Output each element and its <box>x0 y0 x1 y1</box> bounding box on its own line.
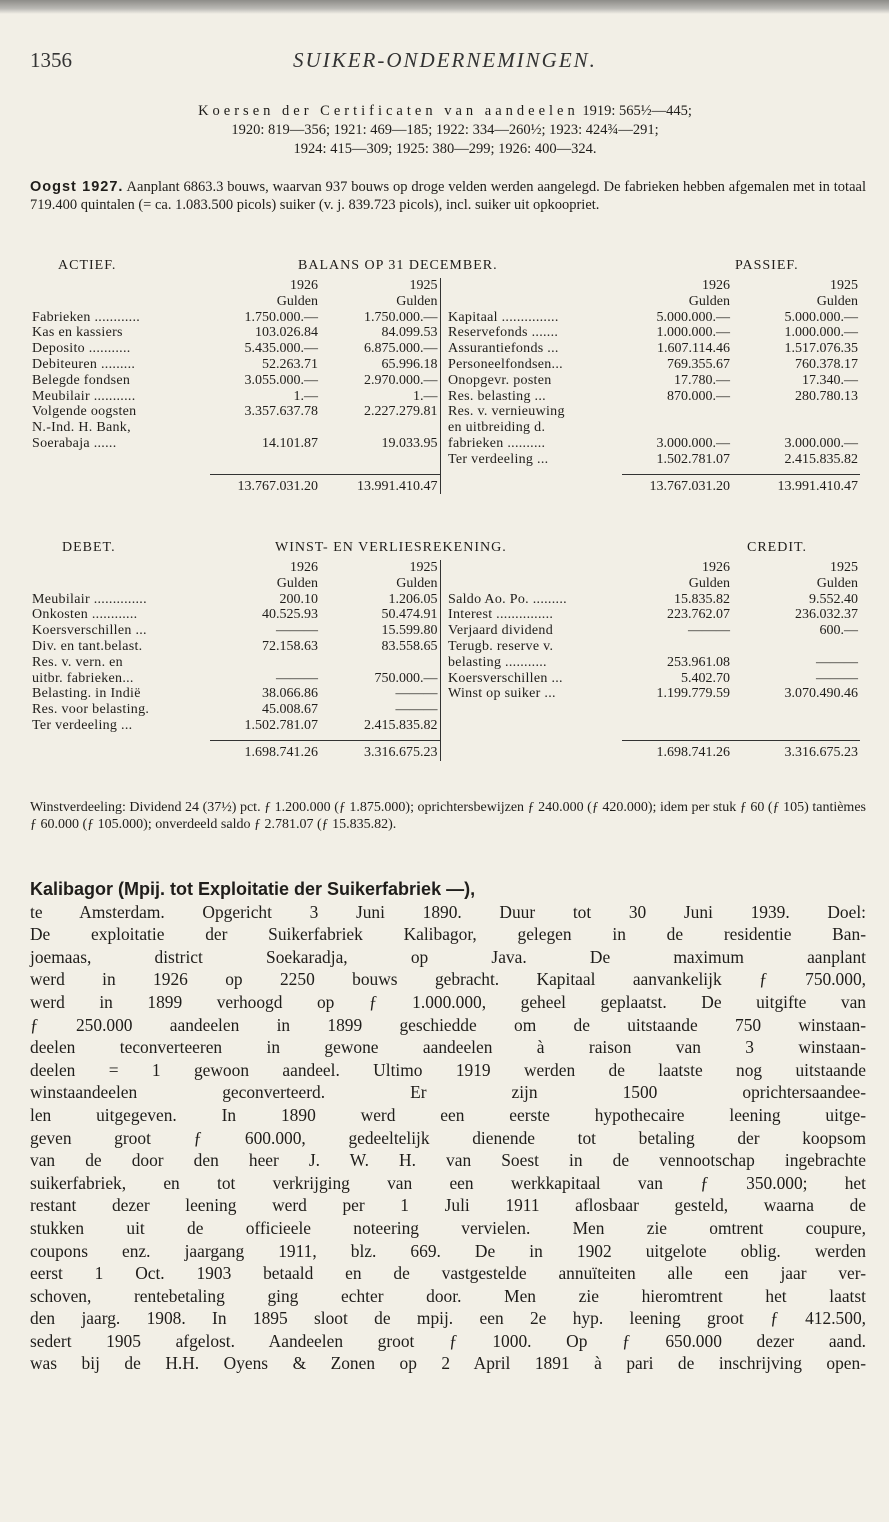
blank-cell <box>30 560 210 576</box>
value-1926-left: 3.055.000.— <box>244 372 318 388</box>
value-1925-left: 2.415.835.82 <box>364 717 438 733</box>
value-1925-left: 750.000.— <box>374 670 438 686</box>
value-1925-left: ——— <box>395 686 438 702</box>
value-1926-left: 1.— <box>293 388 318 404</box>
unit-label: Gulden <box>688 293 730 309</box>
row-label-left: Fabrieken ............ <box>32 309 141 325</box>
unit-header-row <box>30 294 860 310</box>
unit-label: Gulden <box>396 293 438 309</box>
year-label: 1925 <box>830 560 858 575</box>
table-row <box>30 373 860 389</box>
row-label-right: Verjaard dividend <box>448 623 554 639</box>
value-1926-right: 1.502.781.07 <box>656 451 730 467</box>
text-line: coupons enz. jaargang 1911, blz. 669. De in 1902 uitgelote oblig. werden <box>30 1240 866 1261</box>
value-1926-right: 5.402.70 <box>681 670 730 686</box>
value-1925-left: 2.227.279.81 <box>364 404 438 420</box>
value-1926-right: 223.762.07 <box>667 607 730 623</box>
value-1926-right: 15.835.82 <box>674 591 730 607</box>
value-1925-right: 760.378.17 <box>795 356 858 372</box>
row-label-right: Koersverschillen ... <box>448 670 563 686</box>
profit-loss-account <box>30 540 860 761</box>
row-label-right: en uitbreiding d. <box>448 420 546 436</box>
unit-label: Gulden <box>816 575 858 591</box>
text-line: den jaarg. 1908. In 1895 sloot de mpij. een 2e hyp. leening groot ƒ 412.500, <box>30 1308 866 1329</box>
table-row <box>30 357 860 373</box>
row-label-right: belasting ........... <box>448 654 547 670</box>
table-row <box>30 404 860 420</box>
year-label: 1926 <box>290 560 318 575</box>
row-label-left: Ter verdeeling ... <box>32 717 133 733</box>
text-line: joemaas, district Soekaradja, op Java. De maximum aanplant <box>30 946 866 967</box>
oogst-label: Oogst 1927. <box>30 179 124 195</box>
table-row <box>30 389 860 405</box>
value-1926-right: 1.607.114.46 <box>657 341 730 357</box>
table-row <box>30 702 860 718</box>
blank-cell <box>30 474 210 494</box>
year-header-row <box>30 560 860 576</box>
year-label: 1926 <box>702 560 730 575</box>
value-1925-right: 2.415.835.82 <box>784 451 858 467</box>
value-1926-left: 1.750.000.— <box>244 309 318 325</box>
value-1926-right: 17.780.— <box>674 372 730 388</box>
value-1925-right: 236.032.37 <box>795 607 858 623</box>
table-row <box>30 607 860 623</box>
value-1926-right: 3.000.000.— <box>656 435 730 451</box>
row-label-right: Winst op suiker ... <box>448 686 556 702</box>
row-label-right: Ter verdeeling ... <box>448 451 549 467</box>
year-label: 1926 <box>290 278 318 293</box>
table-row <box>30 310 860 326</box>
balance-sheet <box>30 258 860 494</box>
row-label-right: Res. belasting ... <box>448 388 546 404</box>
row-label-left: Debiteuren ......... <box>32 356 136 372</box>
oogst-section <box>30 178 866 214</box>
year-label: 1925 <box>409 560 438 575</box>
value-1925-left: 84.099.53 <box>381 325 438 341</box>
value-1925-right: ——— <box>816 654 858 670</box>
blank-cell <box>446 560 622 576</box>
row-label-right: Assurantiefonds ... <box>448 341 559 357</box>
value-1925-left <box>320 452 440 468</box>
balance-left-title: ACTIEF. <box>58 258 117 273</box>
company-title: Kalibagor (Mpij. tot Exploitatie der Suikerfabriek —), <box>30 879 476 899</box>
winstverdeeling: Winstverdeeling: Dividend 24 (37½) pct. ƒ 1.200.000 (ƒ 1.875.000); oprichtersbewijzen ƒ 240.000 (ƒ 420.000); idem per stuk ƒ 60 (ƒ 105) tantièmes ƒ 60.000 (ƒ 105.000); onverdeeld saldo ƒ 2.781.07 (ƒ 15.835.82). <box>30 800 866 832</box>
value-1926-right <box>622 420 732 436</box>
text-line: sedert 1905 afgelost. Aandeelen groot ƒ 1000. Op ƒ 650.000 dezer aand. <box>30 1330 866 1351</box>
row-label-right: fabrieken .......... <box>448 435 546 451</box>
value-1925-right <box>732 420 860 436</box>
total-1925-right: 13.991.410.47 <box>777 478 858 494</box>
value-1926-left: 72.158.63 <box>262 638 318 654</box>
value-1926-left <box>210 452 320 468</box>
blank-cell <box>446 294 622 310</box>
value-1925-right: ——— <box>816 670 858 686</box>
value-1926-left <box>210 420 320 436</box>
value-1925-left: 65.996.18 <box>381 356 438 372</box>
total-1925-left: 13.991.410.47 <box>357 478 438 494</box>
value-1926-right: ——— <box>688 623 730 639</box>
table-row <box>30 655 860 671</box>
blank-cell <box>446 740 622 760</box>
koersen-section <box>30 102 860 159</box>
text-line: eerst 1 Oct. 1903 betaald en de vastgestelde annuïteiten alle een jaar ver- <box>30 1263 866 1284</box>
row-label-right: Personeelfondsen... <box>448 356 563 372</box>
year-header-row <box>30 278 860 294</box>
balance-title: BALANS OP 31 DECEMBER. <box>298 258 498 273</box>
running-head: SUIKER-ONDERNEMINGEN. <box>293 48 597 72</box>
value-1925-right: 600.— <box>819 623 858 639</box>
value-1926-left: 45.008.67 <box>262 702 318 718</box>
unit-label: Gulden <box>816 293 858 309</box>
value-1926-left: 3.357.637.78 <box>244 404 318 420</box>
value-1925-right: 1.000.000.— <box>784 325 858 341</box>
page-header <box>30 48 860 88</box>
text-line: te Amsterdam. Opgericht 3 Juni 1890. Duur tot 30 Juni 1939. Doel: <box>30 901 866 922</box>
unit-label: Gulden <box>396 575 438 591</box>
value-1925-right <box>732 718 860 734</box>
value-1925-right <box>732 404 860 420</box>
row-label-right: Kapitaal ............... <box>448 309 559 325</box>
value-1925-left: ——— <box>395 702 438 718</box>
value-1925-left: 1.— <box>413 388 438 404</box>
text-line: werd in 1926 op 2250 bouws gebracht. Kapitaal aanvankelijk ƒ 750.000, <box>30 969 866 990</box>
text-line: werd in 1899 verhoogd op ƒ 1.000.000, geheel geplaatst. De uitgifte van <box>30 991 866 1012</box>
table-row <box>30 592 860 608</box>
value-1925-left: 1.750.000.— <box>364 309 438 325</box>
value-1925-left: 6.875.000.— <box>364 341 438 357</box>
value-1926-right: 253.961.08 <box>667 654 730 670</box>
row-label-left: Belasting. in Indië <box>32 686 141 702</box>
pl-right-title: CREDIT. <box>747 540 808 555</box>
table-row <box>30 325 860 341</box>
value-1926-right: 870.000.— <box>667 388 730 404</box>
value-1925-left: 83.558.65 <box>381 638 438 654</box>
value-1925-right: 3.000.000.— <box>784 435 858 451</box>
value-1926-left: 14.101.87 <box>262 435 318 451</box>
row-label-right: Terugb. reserve v. <box>448 638 554 654</box>
table-row <box>30 686 860 702</box>
balance-table <box>30 278 860 494</box>
row-label-left: Div. en tant.belast. <box>32 638 143 654</box>
row-label-left: uitbr. fabrieken... <box>32 670 134 686</box>
value-1925-left: 2.970.000.— <box>364 372 438 388</box>
pl-left-title: DEBET. <box>62 540 116 555</box>
total-1925-right: 3.316.675.23 <box>784 744 858 760</box>
totals-row <box>30 474 860 494</box>
value-1926-left: 103.026.84 <box>255 325 318 341</box>
row-label-right: Res. v. vernieuwing <box>448 404 565 420</box>
value-1925-right: 17.340.— <box>802 372 858 388</box>
value-1925-left: 15.599.80 <box>381 623 438 639</box>
page-number: 1356 <box>30 48 72 72</box>
table-row <box>30 671 860 687</box>
table-row <box>30 436 860 452</box>
value-1926-right: 1.199.779.59 <box>656 686 730 702</box>
value-1926-left: 38.066.86 <box>262 686 318 702</box>
table-row <box>30 639 860 655</box>
table-row <box>30 452 860 468</box>
unit-header-row <box>30 576 860 592</box>
total-1926-right: 13.767.031.20 <box>649 478 730 494</box>
value-1926-right <box>622 404 732 420</box>
text-line: winstaandeelen geconverteerd. Er zijn 1500 oprichtersaandee- <box>30 1082 866 1103</box>
blank-cell <box>30 740 210 760</box>
koersen-1919: 1919: 565½—445; <box>582 103 692 119</box>
value-1925-left: 19.033.95 <box>381 435 438 451</box>
blank-cell <box>30 278 210 294</box>
value-1926-right: 1.000.000.— <box>656 325 730 341</box>
balance-right-title: PASSIEF. <box>735 258 799 273</box>
value-1925-right: 1.517.076.35 <box>784 341 858 357</box>
unit-label: Gulden <box>688 575 730 591</box>
blank-cell <box>446 474 622 494</box>
value-1926-left: 52.263.71 <box>262 356 318 372</box>
scan-edge <box>0 0 889 14</box>
koersen-line-2: 1920: 819—356; 1921: 469—185; 1922: 334—260½; 1923: 424¾—291; <box>231 122 659 138</box>
text-line: van de door den heer J. W. H. van Soest in de vennootschap ingebrachte <box>30 1150 866 1171</box>
year-label: 1925 <box>830 278 858 293</box>
pl-table <box>30 560 860 761</box>
value-1926-left: 1.502.781.07 <box>244 717 318 733</box>
value-1926-left <box>210 655 320 671</box>
blank-cell <box>446 278 622 294</box>
value-1926-right: 5.000.000.— <box>656 309 730 325</box>
value-1925-right <box>732 702 860 718</box>
koersen-lead: Koersen der Certificaten van aandeelen <box>198 103 579 119</box>
row-label-left: N.-Ind. H. Bank, <box>32 420 131 436</box>
totals-row <box>30 740 860 760</box>
blank-cell <box>30 294 210 310</box>
row-label-left: Volgende oogsten <box>32 404 137 420</box>
total-1926-left: 13.767.031.20 <box>237 478 318 494</box>
row-label-left: Meubilair .............. <box>32 591 147 607</box>
year-label: 1925 <box>409 278 438 293</box>
text-line: schoven, rentebetaling ging echter door. Men zie hieromtrent het laatst <box>30 1285 866 1306</box>
row-label-left: Kas en kassiers <box>32 325 123 341</box>
row-label-right: Interest ............... <box>448 607 554 623</box>
row-label-left <box>30 452 210 468</box>
blank-cell <box>30 576 210 592</box>
table-row <box>30 420 860 436</box>
text-line: De exploitatie der Suikerfabriek Kalibagor, gelegen in de residentie Ban- <box>30 924 866 945</box>
value-1926-right <box>622 639 732 655</box>
value-1926-left: ——— <box>276 623 318 639</box>
row-label-left: Belegde fondsen <box>32 372 131 388</box>
row-label-left: Deposito ........... <box>32 341 131 357</box>
text-line: ƒ 250.000 aandeelen in 1899 geschiedde om de uitstaande 750 winstaan- <box>30 1014 866 1035</box>
row-label-left: Koersverschillen ... <box>32 623 147 639</box>
table-row <box>30 623 860 639</box>
blank-cell <box>446 576 622 592</box>
value-1926-right: 769.355.67 <box>667 356 730 372</box>
unit-label: Gulden <box>276 575 318 591</box>
row-label-right <box>446 702 622 718</box>
value-1926-left: ——— <box>276 670 318 686</box>
table-row <box>30 718 860 734</box>
value-1925-right: 9.552.40 <box>809 591 858 607</box>
value-1926-right <box>622 718 732 734</box>
value-1925-left: 1.206.05 <box>388 591 438 607</box>
text-line: restant dezer leening werd per 1 Juli 1911 aflosbaar gesteld, waarna de <box>30 1195 866 1216</box>
year-label: 1926 <box>702 278 730 293</box>
text-line: len uitgegeven. In 1890 werd een eerste hypothecaire leening uitge- <box>30 1104 866 1125</box>
row-label-left: Meubilair ........... <box>32 388 136 404</box>
value-1926-left: 200.10 <box>279 591 318 607</box>
value-1926-left: 40.525.93 <box>262 607 318 623</box>
total-1925-left: 3.316.675.23 <box>364 744 438 760</box>
row-label-left: Res. v. vern. en <box>32 654 123 670</box>
total-1926-right: 1.698.741.26 <box>656 744 730 760</box>
row-label-right: Onopgevr. posten <box>448 372 552 388</box>
value-1925-right <box>732 639 860 655</box>
text-line: geven groot ƒ 600.000, gedeeltelijk dienende tot betaling der koopsom <box>30 1127 866 1148</box>
oogst-text: Aanplant 6863.3 bouws, waarvan 937 bouws op droge velden werden aangelegd. De fabrieken hebben afgemalen met in totaal 719.400 quintalen (= ca. 1.083.500 picols) suiker (v. j. 839.723 picols), incl. suiker uit opkoopriet. <box>30 179 866 213</box>
text-line: deelen = 1 gewoon aandeel. Ultimo 1919 werden de laatste nog uitstaande <box>30 1059 866 1080</box>
pl-title: WINST- EN VERLIESREKENING. <box>275 540 507 555</box>
row-label-left: Onkosten ............ <box>32 607 138 623</box>
table-row <box>30 341 860 357</box>
value-1925-right: 280.780.13 <box>795 388 858 404</box>
text-line: was bij de H.H. Oyens & Zonen op 2 April 1891 à pari de inschrijving open- <box>30 1353 866 1374</box>
row-label-right: Reservefonds ....... <box>448 325 559 341</box>
unit-label: Gulden <box>276 293 318 309</box>
company-entry <box>30 878 866 1375</box>
row-label-left: Soerabaja ...... <box>32 435 117 451</box>
text-line: stukken uit de officieele noteering vervielen. Men zie omtrent coupure, <box>30 1217 866 1238</box>
value-1926-right <box>622 702 732 718</box>
row-label-left: Res. voor belasting. <box>32 702 150 718</box>
row-label-right <box>446 718 622 734</box>
total-1926-left: 1.698.741.26 <box>244 744 318 760</box>
value-1925-right: 3.070.490.46 <box>784 686 858 702</box>
row-label-right: Saldo Ao. Po. ......... <box>448 591 567 607</box>
value-1926-left: 5.435.000.— <box>244 341 318 357</box>
value-1925-left <box>320 420 440 436</box>
value-1925-right: 5.000.000.— <box>784 309 858 325</box>
text-line: deelen teconverteeren in gewone aandeelen à raison van 3 winstaan- <box>30 1037 866 1058</box>
koersen-line-3: 1924: 415—309; 1925: 380—299; 1926: 400—324. <box>293 141 597 157</box>
text-line: suikerfabriek, en tot verkrijging van een werkkapitaal van ƒ 350.000; het <box>30 1172 866 1193</box>
value-1925-left <box>320 655 440 671</box>
value-1925-left: 50.474.91 <box>381 607 438 623</box>
